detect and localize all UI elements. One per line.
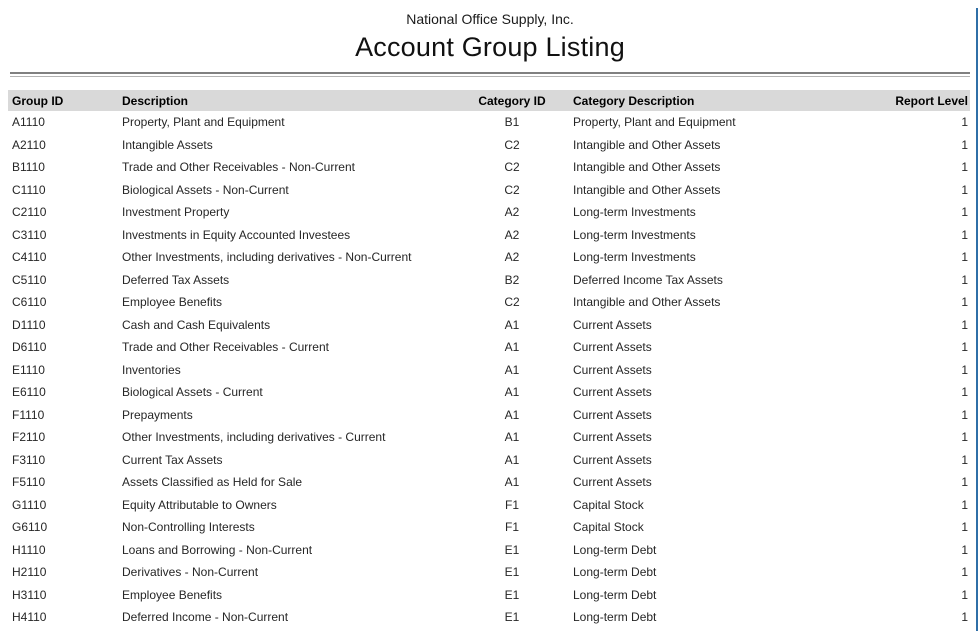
cell-report-level: 1 [961,385,968,400]
cell-description: Biological Assets - Non-Current [122,182,289,197]
cell-group-id: B1110 [12,160,45,175]
cell-category-description: Long-term Investments [573,205,696,220]
table-row [8,336,970,359]
cell-report-level: 1 [961,250,968,265]
cell-category-id: A2 [504,205,520,220]
cell-group-id: D6110 [12,340,47,355]
cell-category-id: A1 [504,362,520,377]
column-header-group-id: Group ID [8,90,122,111]
cell-description: Trade and Other Receivables - Current [122,340,329,355]
table-row [8,426,970,449]
column-header-category-description: Category Description [557,90,885,111]
cell-category-description: Current Assets [573,317,652,332]
cell-category-description: Current Assets [573,385,652,400]
table-row [8,404,970,427]
cell-category-id: A2 [504,227,520,242]
cell-category-description: Current Assets [573,407,652,422]
cell-report-level: 1 [961,295,968,310]
cell-category-description: Long-term Debt [573,587,657,602]
cell-description: Employee Benefits [122,587,223,602]
cell-report-level: 1 [961,610,968,625]
cell-description: Intangible Assets [122,137,213,152]
cell-description: Loans and Borrowing - Non-Current [122,542,313,557]
cell-category-description: Long-term Debt [573,610,657,625]
table-row [8,516,970,539]
table-row [8,606,970,629]
cell-description: Employee Benefits [122,295,223,310]
cell-description: Equity Attributable to Owners [122,497,277,512]
cell-category-id: F1 [504,520,519,535]
cell-category-id: C2 [504,295,520,310]
cell-description: Derivatives - Non-Current [122,565,259,580]
cell-category-id: E1 [504,610,520,625]
cell-category-id: A1 [504,317,520,332]
cell-group-id: H4110 [12,610,47,625]
table-row [8,494,970,517]
cell-category-description: Current Assets [573,340,652,355]
cell-description: Investment Property [122,205,230,220]
cell-description: Other Investments, including derivatives - Non-Current [122,250,412,265]
cell-group-id: C3110 [12,227,47,242]
cell-description: Assets Classified as Held for Sale [122,475,303,490]
cell-report-level: 1 [961,542,968,557]
cell-category-id: F1 [504,497,519,512]
cell-group-id: C2110 [12,205,47,220]
table-row [8,539,970,562]
cell-report-level: 1 [961,272,968,287]
cell-category-id: C2 [504,182,520,197]
cell-group-id: D1110 [12,317,46,332]
cell-category-id: E1 [504,565,520,580]
title-divider [10,72,970,77]
cell-report-level: 1 [961,205,968,220]
cell-report-level: 1 [961,115,968,130]
page-title: Account Group Listing [355,32,625,62]
cell-category-description: Current Assets [573,475,652,490]
table-row [8,134,970,157]
cell-category-id: A1 [504,475,520,490]
table-header-row [8,90,970,111]
cell-category-id: A1 [504,430,520,445]
cell-group-id: F2110 [12,430,46,445]
report-header [0,0,980,62]
cell-category-id: C2 [504,137,520,152]
table-row [8,561,970,584]
cell-group-id: G6110 [12,520,48,535]
table-row [8,449,970,472]
cell-description: Cash and Cash Equivalents [122,317,271,332]
cell-category-description: Current Assets [573,430,652,445]
cell-description: Deferred Income - Non-Current [122,610,289,625]
cell-category-id: A1 [504,385,520,400]
cell-category-id: B2 [504,272,520,287]
cell-description: Inventories [122,362,181,377]
table-row [8,584,970,607]
column-header-description: Description [122,90,467,111]
cell-group-id: F3110 [12,452,46,467]
table-row [8,359,970,382]
cell-report-level: 1 [961,497,968,512]
cell-category-id: A1 [504,407,520,422]
cell-group-id: A2110 [12,137,46,152]
cell-category-description: Current Assets [573,452,652,467]
cell-category-id: A2 [504,250,520,265]
cell-category-id: E1 [504,587,520,602]
company-name: National Office Supply, Inc. [406,11,574,27]
table-row [8,381,970,404]
cell-group-id: F1110 [12,407,45,422]
table-row [8,314,970,337]
cell-description: Deferred Tax Assets [122,272,230,287]
cell-group-id: C4110 [12,250,47,265]
cell-report-level: 1 [961,340,968,355]
cell-category-description: Capital Stock [573,497,644,512]
table-row [8,156,970,179]
cell-category-description: Long-term Investments [573,227,696,242]
table-row [8,111,970,134]
table-row [8,269,970,292]
cell-category-id: C2 [504,160,520,175]
cell-report-level: 1 [961,137,968,152]
column-header-report-level: Report Level [885,90,970,111]
cell-report-level: 1 [961,227,968,242]
cell-category-description: Capital Stock [573,520,644,535]
cell-report-level: 1 [961,182,968,197]
cell-group-id: H3110 [12,587,47,602]
cell-category-description: Current Assets [573,362,652,377]
table-row [8,179,970,202]
cell-group-id: H2110 [12,565,47,580]
page-edge-line [976,8,978,631]
cell-group-id: C6110 [12,295,47,310]
cell-category-description: Deferred Income Tax Assets [573,272,723,287]
cell-group-id: G1110 [12,497,47,512]
table-row [8,224,970,247]
table-row [8,201,970,224]
cell-report-level: 1 [961,317,968,332]
cell-category-description: Property, Plant and Equipment [573,115,736,130]
cell-description: Biological Assets - Current [122,385,263,400]
cell-description: Other Investments, including derivatives - Current [122,430,386,445]
cell-report-level: 1 [961,475,968,490]
cell-category-description: Intangible and Other Assets [573,295,721,310]
table-body [8,111,970,629]
cell-description: Prepayments [122,407,193,422]
cell-group-id: A1110 [12,115,45,130]
cell-category-description: Intangible and Other Assets [573,160,721,175]
cell-report-level: 1 [961,430,968,445]
cell-description: Investments in Equity Accounted Investees [122,227,351,242]
cell-category-description: Intangible and Other Assets [573,137,721,152]
cell-group-id: E1110 [12,362,45,377]
cell-description: Trade and Other Receivables - Non-Current [122,160,355,175]
table-row [8,246,970,269]
cell-group-id: C5110 [12,272,47,287]
cell-description: Property, Plant and Equipment [122,115,285,130]
cell-category-id: A1 [504,340,520,355]
cell-report-level: 1 [961,407,968,422]
cell-group-id: H1110 [12,542,46,557]
cell-category-description: Long-term Debt [573,542,657,557]
cell-report-level: 1 [961,565,968,580]
cell-report-level: 1 [961,587,968,602]
cell-description: Current Tax Assets [122,452,223,467]
cell-report-level: 1 [961,362,968,377]
table-row [8,471,970,494]
cell-group-id: C1110 [12,182,46,197]
cell-category-id: A1 [504,452,520,467]
column-header-category-id: Category ID [467,90,557,111]
cell-group-id: F5110 [12,475,46,490]
cell-category-id: E1 [504,542,520,557]
cell-category-description: Long-term Investments [573,250,696,265]
cell-category-id: B1 [504,115,520,130]
cell-category-description: Intangible and Other Assets [573,182,721,197]
cell-report-level: 1 [961,452,968,467]
cell-report-level: 1 [961,520,968,535]
table-row [8,291,970,314]
cell-category-description: Long-term Debt [573,565,657,580]
cell-group-id: E6110 [12,385,46,400]
cell-report-level: 1 [961,160,968,175]
cell-description: Non-Controlling Interests [122,520,255,535]
account-group-table [8,90,970,629]
